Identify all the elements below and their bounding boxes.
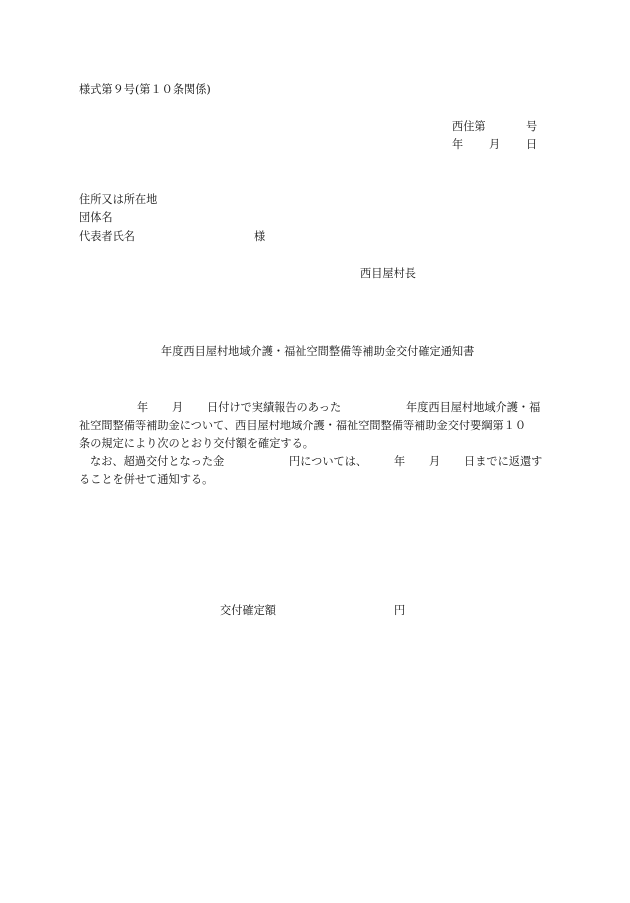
body-p2-line2: ることを併せて通知する。 [79,473,214,486]
body-p2-year: 年 [394,455,406,468]
representative-label: 代表者氏名 [79,230,135,243]
form-number: 様式第９号(第１０条関係) [79,83,211,96]
confirmed-amount-unit: 円 [394,604,406,617]
body-p1-subsidy-start: 年度西目屋村地域介護・福 [406,401,541,414]
body-p2-day-text: 日までに返還す [464,455,543,468]
doc-number-suffix: 号 [526,120,538,133]
body-p2-start: なお、超過交付となった金 [90,455,225,468]
body-p2-month: 月 [429,455,441,468]
confirmed-amount-label: 交付確定額 [220,604,276,617]
honorific: 様 [254,230,266,243]
address-label: 住所又は所在地 [79,193,158,206]
body-p2-yen-text: 円については、 [289,455,368,468]
date-day: 日 [526,138,538,151]
sender-name: 西目屋村長 [360,267,416,280]
body-p1-line3: 条の規定により次のとおり交付額を確定する。 [79,437,314,450]
body-p1-day-text: 日付けで実績報告のあった [207,401,342,414]
doc-number-prefix: 西住第 [452,120,486,133]
body-p1-year: 年 [137,401,149,414]
date-year: 年 [452,138,464,151]
body-p1-month: 月 [172,401,184,414]
body-p1-line2: 祉空間整備等補助金について、西目屋村地域介護・福祉空間整備等補助金交付要綱第１０ [79,420,527,432]
document-title: 年度西目屋村地域介護・福祉空間整備等補助金交付確定通知書 [161,345,475,358]
organization-label: 団体名 [79,211,113,224]
date-month: 月 [489,138,501,151]
